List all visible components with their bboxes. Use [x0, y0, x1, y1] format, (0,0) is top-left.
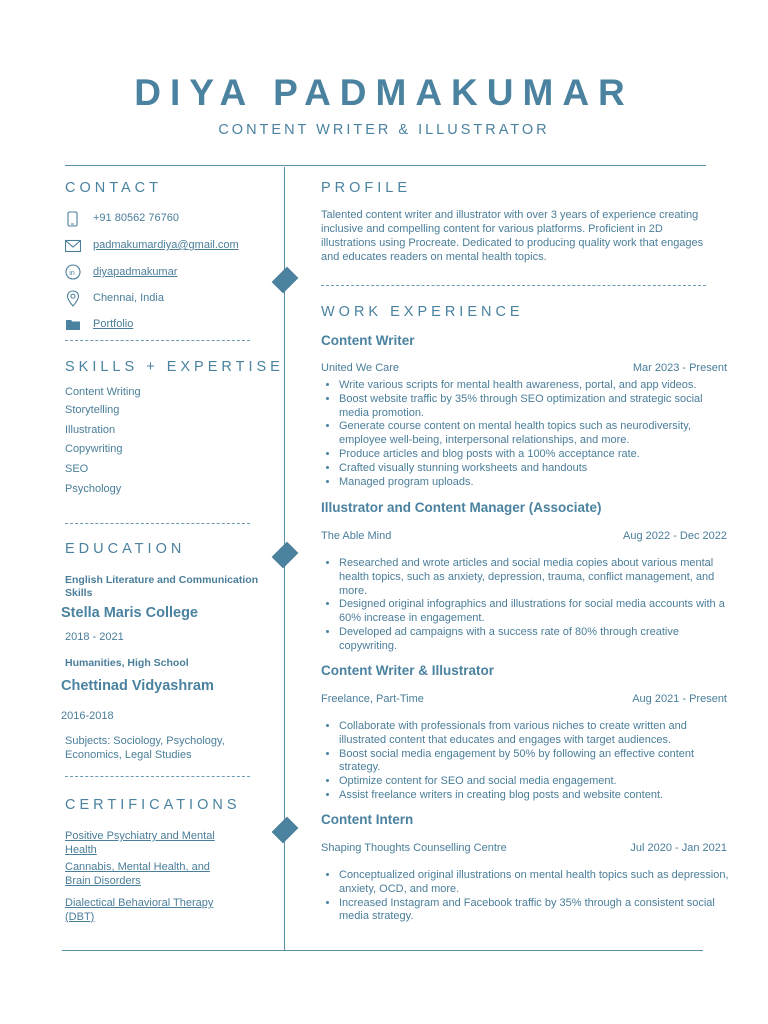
email-link[interactable]: padmakumardiya@gmail.com: [93, 239, 239, 251]
diamond-marker: [272, 542, 299, 569]
job-bullet: • Managed program uploads.: [339, 476, 729, 490]
location-pin-icon: [65, 290, 81, 304]
job-meta: [321, 842, 727, 854]
degree-title: Humanities, High School: [65, 657, 189, 669]
job-company: United We Care: [321, 362, 400, 374]
certifications-heading: CERTIFICATIONS: [65, 797, 241, 813]
profile-summary: Talented content writer and illustrator with over 3 years of experience creating inclusive and compelling content for various platforms. Proficient in 2D illustrations using Procreate. Dedicated to producing quality work that engages and educates readers on mental health topics.: [321, 209, 704, 263]
folder-icon: [65, 318, 81, 332]
job-bullet: • Designed original infographics and illustrations for social media accounts with a 60% increase in engagement.: [339, 598, 729, 626]
resume-name: DIYA PADMAKUMAR: [134, 72, 634, 113]
certification-link[interactable]: Positive Psychiatry and Mental Health: [65, 830, 215, 856]
job-dates: Jul 2020 - Jan 2021: [630, 842, 727, 854]
job-bullets: [325, 557, 729, 654]
svg-text:in: in: [69, 270, 75, 277]
location-text: Chennai, India: [93, 292, 164, 304]
job-title: Content Writer: [321, 333, 415, 348]
skill-item: SEO: [65, 463, 89, 475]
education-subjects: Subjects: Sociology, Psychology, Economics, Legal Studies: [65, 735, 225, 761]
job-bullet: • Boost social media engagement by 50% by following an effective content strategy.: [339, 748, 729, 776]
job-title: Illustrator and Content Manager (Associate): [321, 500, 602, 515]
skill-item: Illustration: [65, 424, 116, 436]
profile-heading: PROFILE: [321, 180, 412, 196]
linkedin-icon: [65, 264, 81, 278]
top-divider: [65, 165, 706, 166]
job-meta: [321, 693, 727, 705]
section-divider: [65, 523, 250, 524]
skills-heading: SKILLS + EXPERTISE: [65, 359, 284, 375]
job-bullet: • Write various scripts for mental health awareness, portal, and app videos.: [339, 379, 729, 393]
job-bullet: • Produce articles and blog posts with a 100% acceptance rate.: [339, 448, 729, 462]
job-bullet: • Boost website traffic by 35% through SEO optimization and strategic social media promotion.: [339, 393, 729, 421]
phone-icon: [65, 211, 81, 225]
job-bullet: • Crafted visually stunning worksheets and handouts: [339, 462, 729, 476]
skill-item: Storytelling: [65, 404, 120, 416]
linkedin-link[interactable]: diyapadmakumar: [93, 266, 178, 278]
section-divider: [65, 340, 250, 341]
job-bullet: • Increased Instagram and Facebook traffic by 35% through a consistent social media strategy.: [339, 897, 729, 925]
skill-item: Content Writing: [65, 386, 141, 398]
school-name: Stella Maris College: [61, 605, 198, 621]
section-divider: [321, 285, 706, 286]
degree-title: English Literature and Communication Skills: [65, 574, 259, 599]
diamond-marker: [272, 267, 299, 294]
job-bullet: • Assist freelance writers in creating blog posts and website content.: [339, 789, 729, 803]
job-bullet: • Generate course content on mental health topics such as neurodiversity, employee well-being, interpersonal relationships, and more.: [339, 420, 729, 448]
mail-icon: [65, 239, 81, 253]
job-bullets: [325, 720, 729, 803]
job-dates: Aug 2021 - Present: [632, 693, 727, 705]
experience-heading: WORK EXPERIENCE: [321, 304, 524, 320]
job-meta: [321, 530, 727, 542]
education-years: 2016-2018: [61, 710, 114, 722]
certification-link[interactable]: Cannabis, Mental Health, and Brain Disorders: [65, 861, 210, 887]
skill-item: Copywriting: [65, 443, 123, 455]
education-years: 2018 - 2021: [65, 631, 124, 643]
skill-item: Psychology: [65, 483, 122, 495]
certification-link[interactable]: Dialectical Behavioral Therapy (DBT): [65, 897, 214, 923]
job-company: The Able Mind: [321, 530, 392, 542]
job-company: Freelance, Part-Time: [321, 693, 424, 705]
job-bullets: [325, 869, 729, 924]
phone-number: +91 80562 76760: [93, 212, 179, 224]
job-bullet: • Conceptualized original illustrations on mental health topics such as depression, anxiety, OCD, and more.: [339, 869, 729, 897]
section-divider: [65, 776, 250, 777]
job-meta: [321, 362, 727, 374]
job-title: Content Writer & Illustrator: [321, 663, 495, 678]
job-bullet: • Developed ad campaigns with a success rate of 80% through creative copywriting.: [339, 626, 729, 654]
portfolio-link[interactable]: Portfolio: [93, 318, 134, 330]
job-dates: Mar 2023 - Present: [632, 362, 727, 374]
job-bullet: • Researched and wrote articles and social media copies about various mental health topics, such as anxiety, depression, trauma, conflict management, and more.: [339, 557, 729, 598]
school-name: Chettinad Vidyashram: [61, 678, 214, 694]
job-bullet: • Optimize content for SEO and social media engagement.: [339, 775, 729, 789]
job-dates: Aug 2022 - Dec 2022: [623, 530, 727, 542]
job-title: Content Intern: [321, 812, 414, 827]
job-bullets: [325, 379, 729, 489]
resume-role: CONTENT WRITER & ILLUSTRATOR: [218, 122, 550, 138]
job-company: Shaping Thoughts Counselling Centre: [321, 842, 507, 854]
job-bullet: • Collaborate with professionals from various niches to create written and illustrated content that educates and engages with target audiences.: [339, 720, 729, 748]
education-heading: EDUCATION: [65, 541, 186, 557]
contact-heading: CONTACT: [65, 180, 163, 196]
diamond-marker: [272, 817, 299, 844]
bottom-divider: [62, 950, 703, 951]
